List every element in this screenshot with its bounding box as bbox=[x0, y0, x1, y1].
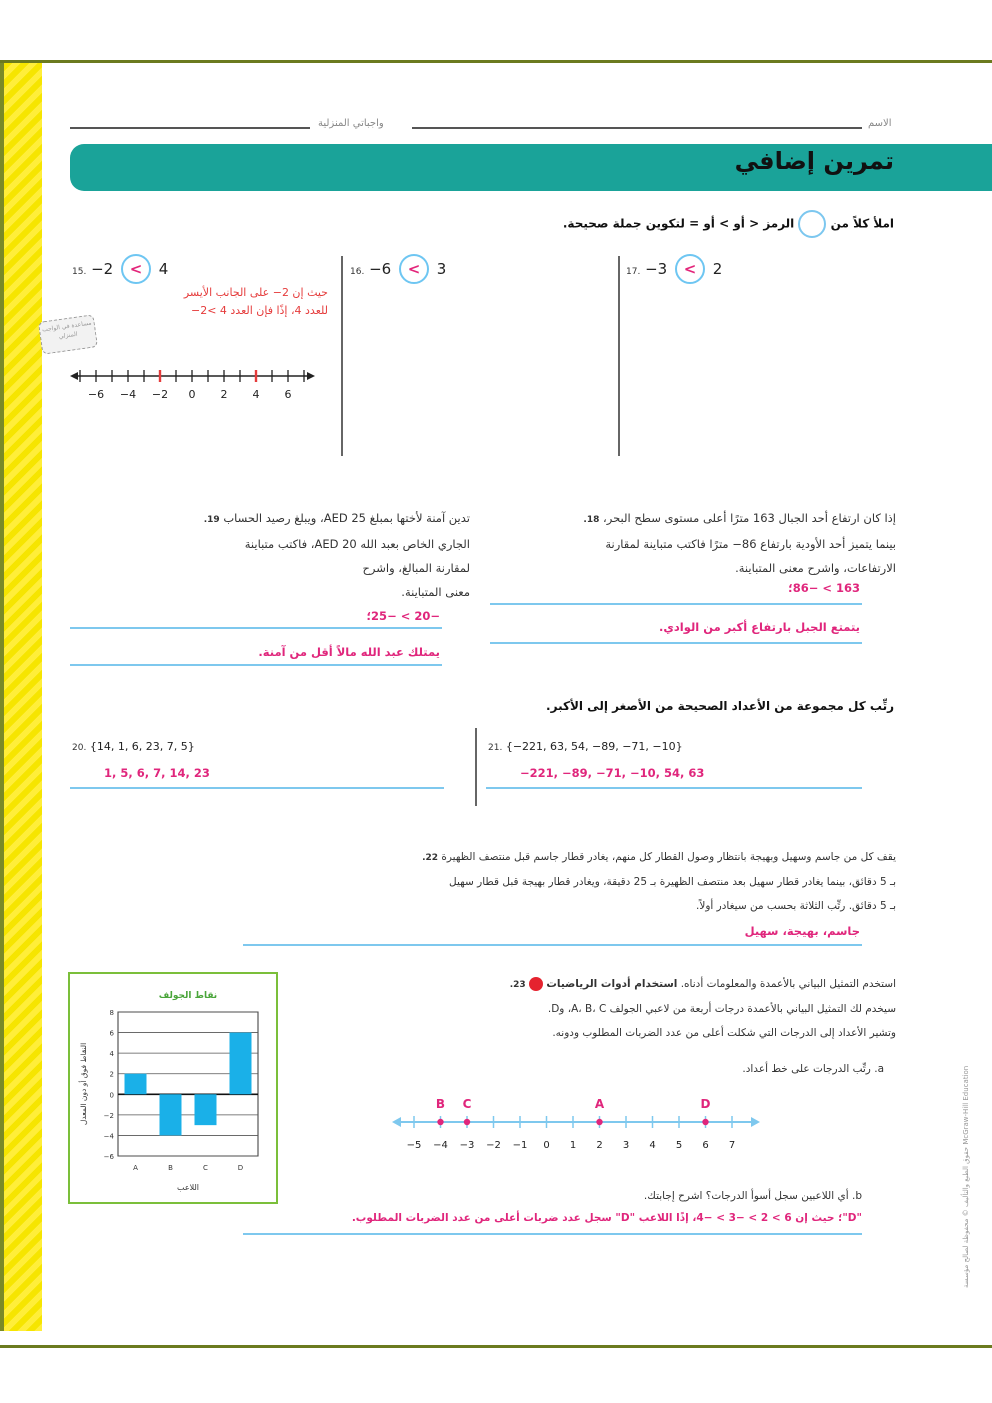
p19-line4: معنى المتباينة. bbox=[401, 585, 470, 599]
p21-answer: −221, −89, −71, −10, 54, 63 bbox=[520, 766, 705, 780]
problem-number: 19. bbox=[203, 515, 220, 525]
header-sub-label: واجباتي المنزلية bbox=[318, 118, 384, 129]
x-tick-label: C bbox=[203, 1164, 208, 1172]
problem-number: 20. bbox=[72, 743, 87, 753]
problem-20 bbox=[72, 740, 195, 753]
p20-set: {14, 1, 6, 23, 7, 5} bbox=[89, 740, 195, 753]
tick-label: 0 bbox=[543, 1140, 550, 1151]
arrow-right-icon bbox=[307, 372, 315, 380]
bar-D bbox=[230, 1033, 252, 1095]
problem-16 bbox=[350, 254, 446, 284]
tick-label: 4 bbox=[252, 388, 260, 401]
tick-label: −1 bbox=[512, 1140, 528, 1151]
point-label: C bbox=[462, 1097, 472, 1111]
bar-B bbox=[160, 1094, 182, 1135]
point-label: B bbox=[435, 1097, 446, 1111]
point-C bbox=[464, 1119, 470, 1125]
problem-15 bbox=[72, 254, 168, 284]
p19-answer-line2 bbox=[70, 664, 442, 666]
divider-15-16 bbox=[341, 256, 343, 456]
tick-label: 2 bbox=[220, 388, 228, 401]
comparison-symbol: < bbox=[399, 254, 429, 284]
instruction-pre: املأ كلاً من bbox=[830, 216, 894, 231]
right-value: 4 bbox=[158, 260, 169, 278]
p15-explanation bbox=[78, 284, 328, 320]
problem-23 bbox=[326, 972, 896, 1045]
problem-number: 22. bbox=[422, 853, 439, 863]
left-value: −2 bbox=[91, 260, 114, 278]
chart-ylabel: النقاط فوق أو دون المعدل bbox=[79, 1042, 88, 1126]
golf-bar-chart bbox=[70, 974, 276, 1202]
arrow-left-icon bbox=[392, 1117, 401, 1127]
tick-label: −4 bbox=[433, 1140, 448, 1151]
x-tick-label: D bbox=[237, 1164, 244, 1172]
left-value: −3 bbox=[645, 260, 668, 278]
page-title: تمرين إضافي bbox=[734, 147, 894, 175]
tick-label: 4 bbox=[649, 1140, 656, 1151]
p23-part-a: a. رتِّب الدرجات على خط أعداد. bbox=[742, 1063, 884, 1075]
y-tick-label: 2 bbox=[109, 1070, 114, 1079]
p19-answer-line1 bbox=[70, 627, 442, 629]
y-tick-label: −4 bbox=[103, 1132, 114, 1141]
p23-title: استخدام أدوات الرياضيات bbox=[546, 978, 678, 990]
tick-label: 3 bbox=[622, 1140, 630, 1151]
tick-label: 5 bbox=[675, 1140, 683, 1151]
y-tick-label: 4 bbox=[109, 1050, 114, 1059]
yellow-stripe-margin bbox=[4, 63, 42, 1331]
p18-answer-line2 bbox=[490, 642, 862, 644]
tick-label: 2 bbox=[596, 1140, 603, 1151]
p22-line3: بـ 5 دقائق. رتِّب الثلاثة بحسب من سيغادر أولاً. bbox=[696, 900, 896, 912]
tick-label: 0 bbox=[188, 388, 196, 401]
side-copyright bbox=[952, 1028, 970, 1288]
p23-line1: استخدم التمثيل البياني بالأعمدة والمعلومات أدناه. bbox=[680, 978, 896, 990]
problem-number: 17. bbox=[626, 267, 641, 277]
p20-answer-line bbox=[70, 787, 444, 789]
problem-19 bbox=[70, 506, 470, 604]
p18-line2: بينما يتميز أحد الأودية بارتفاع 86− مترًا فاكتب متباينة لمقارنة bbox=[605, 537, 896, 551]
p22-line1: يقف كل من جاسم وسهيل وبهيجة بانتظار وصول القطار كل منهم، يغادر قطار جاسم قبل منتصف الظهيرة bbox=[441, 851, 896, 863]
p19-line2: الجاري الخاص بعبد الله AED 20، فاكتب متباينة bbox=[244, 537, 470, 551]
problem-21 bbox=[488, 740, 683, 753]
point-label: D bbox=[700, 1097, 711, 1111]
tick-label: 7 bbox=[728, 1140, 736, 1151]
math-tools-icon bbox=[529, 977, 543, 991]
arrow-right-icon bbox=[751, 1117, 760, 1127]
y-tick-label: 8 bbox=[109, 1009, 114, 1017]
bar-A bbox=[125, 1074, 147, 1095]
tick-label: −6 bbox=[87, 388, 105, 401]
problem-17 bbox=[626, 254, 722, 284]
side-copyright-text: حقوق الطبع والتأليف © محفوظة لصالح مؤسسة McGraw-Hill Education bbox=[962, 1065, 970, 1288]
p19-line1: تدين آمنة لأختها بمبلغ AED 25، ويبلغ رصيد الحساب bbox=[223, 511, 470, 525]
y-tick-label: −2 bbox=[103, 1111, 114, 1120]
x-tick-label: B bbox=[168, 1164, 173, 1172]
problem-number: 18. bbox=[583, 515, 600, 525]
divider-20-21 bbox=[475, 728, 477, 806]
section2-instruction: رتِّب كل مجموعة من الأعداد الصحيحة من الأصغر إلى الأكبر. bbox=[546, 699, 894, 713]
tick-label: −3 bbox=[459, 1140, 475, 1151]
blank-circle-icon bbox=[798, 210, 826, 238]
problem-18 bbox=[496, 506, 896, 580]
comparison-symbol: < bbox=[675, 254, 705, 284]
chart-xlabel: اللاعب bbox=[176, 1183, 200, 1192]
tick-label: −2 bbox=[486, 1140, 501, 1151]
arrow-left-icon bbox=[70, 372, 78, 380]
p23-number-line bbox=[392, 1092, 762, 1158]
homework-help-stamp: مساعدة في الواجب المنزلي bbox=[38, 314, 98, 354]
tick-label: 1 bbox=[569, 1140, 577, 1151]
point-B bbox=[437, 1119, 443, 1125]
p23-answer-line bbox=[243, 1233, 862, 1235]
y-tick-label: −6 bbox=[103, 1153, 114, 1161]
divider-16-17 bbox=[618, 256, 620, 456]
header-name-label: الاسم bbox=[868, 118, 892, 129]
p19-answer2: يمتلك عبد الله مالاً أقل من آمنة. bbox=[258, 645, 440, 659]
p18-answer-line1 bbox=[490, 603, 862, 605]
p22-answer: جاسم، بهيجة، سهيل bbox=[744, 924, 860, 938]
instruction-post: الرمز < أو > أو = لتكوين جملة صحيحة. bbox=[562, 216, 795, 231]
x-tick-label: A bbox=[133, 1164, 138, 1172]
problem-number: 16. bbox=[350, 267, 365, 277]
p15-explain-line2: للعدد 4، إذًا فإن العدد 4 >2− bbox=[190, 304, 328, 317]
tick-label: −5 bbox=[406, 1140, 422, 1151]
problem-number: 15. bbox=[72, 267, 87, 277]
section1-instruction bbox=[294, 210, 894, 238]
p18-line1: إذا كان ارتفاع أحد الجبال 163 مترًا أعلى مستوى سطح البحر، bbox=[603, 511, 896, 525]
problem-number: 23. bbox=[509, 980, 526, 990]
p22-answer-line bbox=[243, 944, 862, 946]
tick-label: 6 bbox=[702, 1140, 709, 1151]
problem-22 bbox=[256, 845, 896, 918]
p18-line3: الارتفاعات، واشرح معنى المتباينة. bbox=[735, 561, 896, 575]
comparison-symbol: < bbox=[121, 254, 151, 284]
header-rule-left bbox=[70, 127, 310, 129]
p15-number-line bbox=[70, 362, 320, 406]
p23-line3: وتشير الأعداد إلى الدرجات التي شكلت أعلى من عدد الضربات المطلوب ودونه. bbox=[552, 1027, 896, 1039]
right-value: 3 bbox=[436, 260, 447, 278]
point-A bbox=[596, 1119, 602, 1125]
p18-answer2: يتمتع الجبل بارتفاع أكبر من الوادي. bbox=[659, 620, 860, 634]
p23-part-b: b. أي اللاعبين سجل أسوأ الدرجات؟ اشرح إجابتك. bbox=[643, 1190, 862, 1202]
p18-answer1: 163 > −86؛ bbox=[788, 581, 860, 595]
p21-answer-line bbox=[486, 787, 862, 789]
p19-answer1: −20 > −25؛ bbox=[366, 609, 440, 623]
p20-answer: 1, 5, 6, 7, 14, 23 bbox=[104, 766, 210, 780]
p23-line2: سيخدم لك التمثيل البياني بالأعمدة درجات أربعة من لاعبي الجولف A، B، C، وD. bbox=[547, 1003, 896, 1015]
bar-C bbox=[195, 1094, 217, 1125]
p21-set: {−221, 63, 54, −89, −71, −10} bbox=[505, 740, 683, 753]
p15-explain-line1: حيث إن 2− على الجانب الأيسر bbox=[183, 286, 328, 299]
header-rule-right bbox=[412, 127, 862, 129]
point-label: A bbox=[594, 1097, 605, 1111]
p22-line2: بـ 5 دقائق، بينما يغادر قطار سهيل بعد منتصف الظهيرة بـ 25 دقيقة، ويغادر قطار بهيجة قبل قطار سهيل bbox=[449, 876, 896, 888]
chart-title: نقاط الجولف bbox=[158, 991, 218, 1001]
y-tick-label: 0 bbox=[109, 1091, 114, 1100]
y-tick-label: 6 bbox=[109, 1029, 114, 1038]
tick-label: −2 bbox=[151, 388, 169, 401]
problem-number: 21. bbox=[488, 743, 503, 753]
left-value: −6 bbox=[369, 260, 392, 278]
tick-label: 6 bbox=[284, 388, 292, 401]
right-value: 2 bbox=[712, 260, 723, 278]
p23-answer-b: "D"؛ حيث إن 6 > 2 > −3 > −4، إذًا اللاعب "D" سجل عدد ضربات أعلى من عدد الضربات المطلوب. bbox=[351, 1212, 862, 1224]
golf-chart-box bbox=[68, 972, 278, 1204]
point-D bbox=[702, 1119, 708, 1125]
p19-line3: لمقارنة المبالغ، واشرح bbox=[362, 561, 470, 575]
tick-label: −4 bbox=[119, 388, 137, 401]
